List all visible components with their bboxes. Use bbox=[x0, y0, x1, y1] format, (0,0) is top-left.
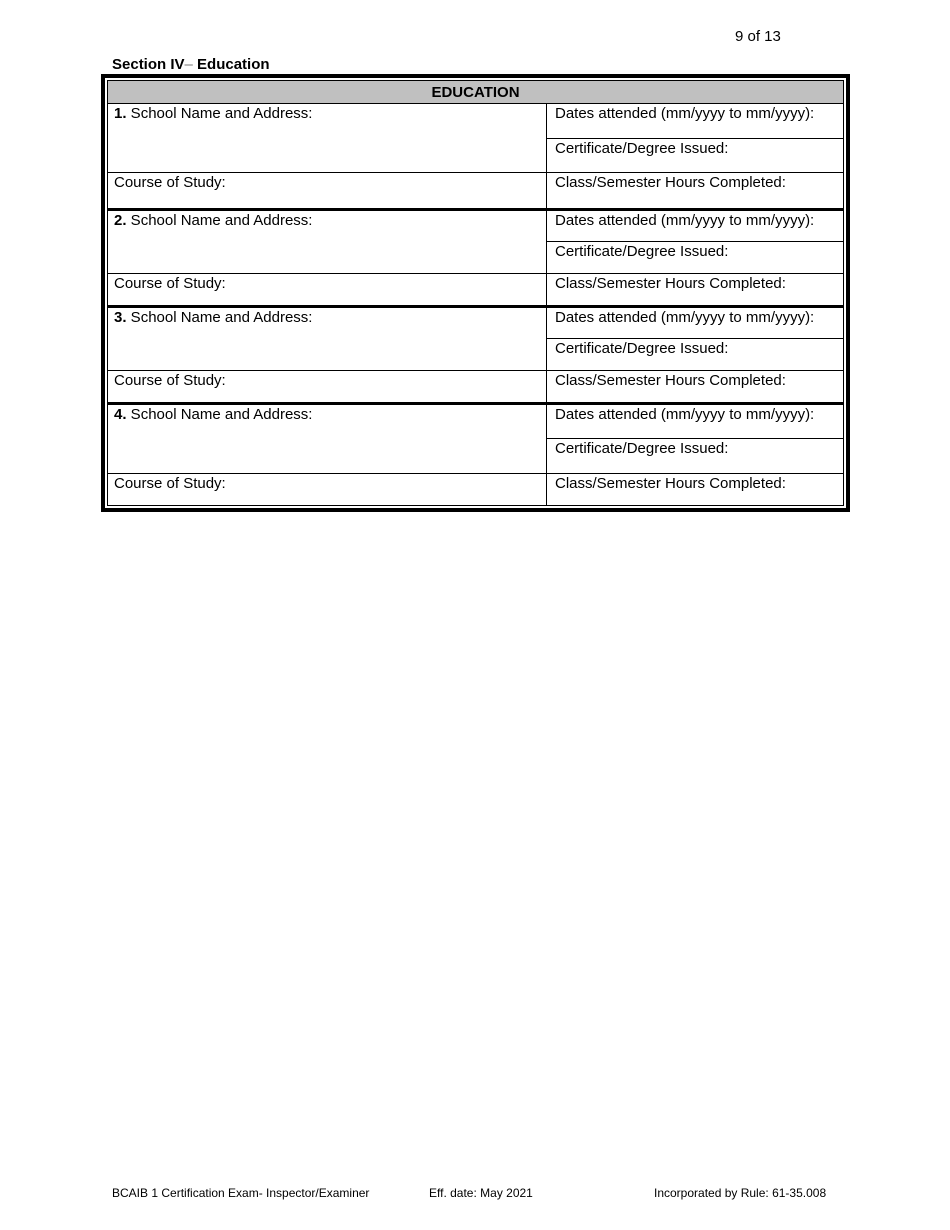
hours-label: Class/Semester Hours Completed: bbox=[555, 174, 786, 191]
section-title bbox=[112, 56, 270, 73]
block-number: 2. bbox=[114, 212, 127, 229]
block-1-row-course bbox=[108, 173, 844, 210]
certificate-degree-3[interactable] bbox=[547, 339, 844, 371]
section-name: Education bbox=[192, 56, 270, 73]
hours-completed-1[interactable] bbox=[547, 173, 844, 210]
certificate-degree-4[interactable] bbox=[547, 439, 844, 474]
dates-attended-4[interactable] bbox=[547, 404, 844, 439]
course-of-study-4[interactable] bbox=[108, 474, 547, 506]
footer-form-name: BCAIB 1 Certification Exam- Inspector/Examiner bbox=[112, 1186, 370, 1200]
dates-attended-1[interactable] bbox=[547, 104, 844, 139]
hours-label: Class/Semester Hours Completed: bbox=[555, 275, 786, 292]
dates-label: Dates attended (mm/yyyy to mm/yyyy): bbox=[555, 212, 815, 229]
block-4-row-course bbox=[108, 474, 844, 506]
certificate-degree-1[interactable] bbox=[547, 139, 844, 173]
certificate-degree-2[interactable] bbox=[547, 242, 844, 274]
certificate-label: Certificate/Degree Issued: bbox=[555, 243, 729, 260]
school-label: School Name and Address: bbox=[126, 212, 313, 229]
section-dash: – bbox=[184, 56, 193, 73]
table-header: EDUCATION bbox=[108, 81, 844, 104]
block-number: 1. bbox=[114, 105, 127, 122]
school-label: School Name and Address: bbox=[126, 309, 313, 326]
dates-attended-3[interactable] bbox=[547, 307, 844, 339]
course-of-study-1[interactable] bbox=[108, 173, 547, 210]
certificate-label: Certificate/Degree Issued: bbox=[555, 140, 729, 157]
school-name-address-4[interactable] bbox=[108, 404, 547, 474]
course-label: Course of Study: bbox=[114, 275, 226, 292]
footer-eff-date: Eff. date: May 2021 bbox=[429, 1186, 533, 1200]
block-3-row-course bbox=[108, 371, 844, 404]
course-of-study-3[interactable] bbox=[108, 371, 547, 404]
school-name-address-2[interactable] bbox=[108, 210, 547, 274]
block-1-row-dates bbox=[108, 104, 844, 139]
hours-completed-2[interactable] bbox=[547, 274, 844, 307]
hours-completed-3[interactable] bbox=[547, 371, 844, 404]
certificate-label: Certificate/Degree Issued: bbox=[555, 340, 729, 357]
hours-label: Class/Semester Hours Completed: bbox=[555, 372, 786, 389]
education-form-box bbox=[101, 74, 850, 512]
block-number: 3. bbox=[114, 309, 127, 326]
certificate-label: Certificate/Degree Issued: bbox=[555, 440, 729, 457]
dates-attended-2[interactable] bbox=[547, 210, 844, 242]
dates-label: Dates attended (mm/yyyy to mm/yyyy): bbox=[555, 406, 815, 423]
dates-label: Dates attended (mm/yyyy to mm/yyyy): bbox=[555, 309, 815, 326]
block-2-row-course bbox=[108, 274, 844, 307]
course-label: Course of Study: bbox=[114, 475, 226, 492]
school-label: School Name and Address: bbox=[126, 105, 313, 122]
hours-completed-4[interactable] bbox=[547, 474, 844, 506]
block-2-row-dates bbox=[108, 210, 844, 242]
course-of-study-2[interactable] bbox=[108, 274, 547, 307]
course-label: Course of Study: bbox=[114, 174, 226, 191]
school-name-address-3[interactable] bbox=[108, 307, 547, 371]
footer-rule: Incorporated by Rule: 61-35.008 bbox=[654, 1186, 827, 1200]
school-label: School Name and Address: bbox=[126, 406, 313, 423]
course-label: Course of Study: bbox=[114, 372, 226, 389]
education-table bbox=[107, 80, 844, 506]
section-prefix: Section IV bbox=[112, 56, 185, 73]
page-number: 9 of 13 bbox=[735, 28, 781, 45]
table-header-row bbox=[108, 81, 844, 104]
block-4-row-dates bbox=[108, 404, 844, 439]
block-3-row-dates bbox=[108, 307, 844, 339]
school-name-address-1[interactable] bbox=[108, 104, 547, 173]
hours-label: Class/Semester Hours Completed: bbox=[555, 475, 786, 492]
block-number: 4. bbox=[114, 406, 127, 423]
dates-label: Dates attended (mm/yyyy to mm/yyyy): bbox=[555, 105, 815, 122]
